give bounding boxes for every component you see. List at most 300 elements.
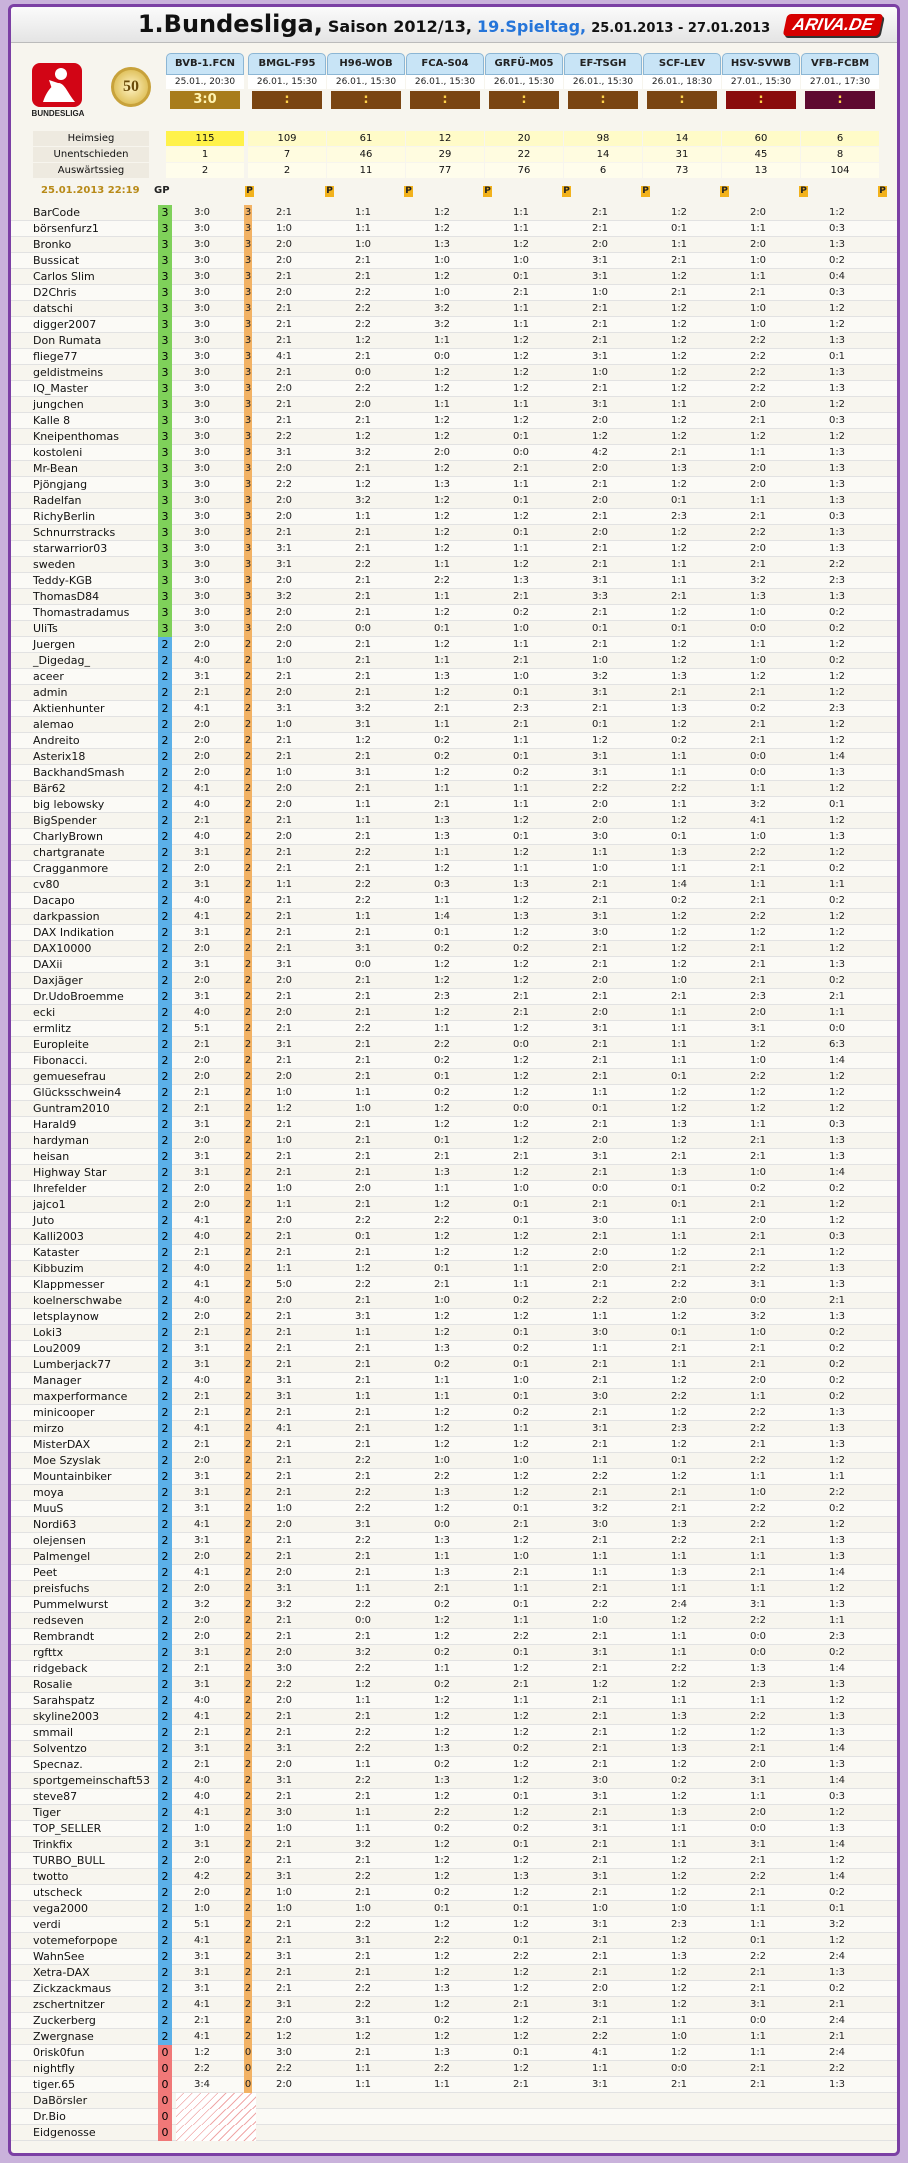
player-row[interactable] [11,1389,897,1405]
player-name[interactable]: IQ_Master [33,382,88,395]
player-row[interactable] [11,477,897,493]
player-name[interactable]: Dacapo [33,894,75,907]
match-code[interactable]: H96-WOB [327,53,405,75]
player-name[interactable]: DaBörsler [33,2094,88,2107]
tip-cell: 2:1 [749,1983,767,1994]
game-points: 0 [158,2125,172,2141]
player-name[interactable]: Sarahspatz [33,1694,95,1707]
player-row[interactable] [11,333,897,349]
tip-cell: 3:0 [193,591,211,602]
tip-cell: 2:0 [749,239,767,250]
player-row[interactable] [11,1053,897,1069]
player-row[interactable] [11,717,897,733]
match-code[interactable]: GRFÜ-M05 [485,53,563,75]
player-row[interactable] [11,269,897,285]
player-name[interactable]: minicooper [33,1406,95,1419]
tip-cell: 3:0 [193,415,211,426]
player-name[interactable]: smmail [33,1726,74,1739]
player-row[interactable] [11,253,897,269]
player-row[interactable] [11,1789,897,1805]
player-name[interactable]: geldistmeins [33,366,104,379]
player-name[interactable]: Zuckerberg [33,2014,96,2027]
player-name[interactable]: Specnaz. [33,1758,83,1771]
player-name[interactable]: kostoleni [33,446,83,459]
player-name[interactable]: Lou2009 [33,1342,81,1355]
player-name[interactable]: zschertnitzer [33,1998,105,2011]
tip-cell: 1:2 [749,671,767,682]
player-name[interactable]: big lebowsky [33,798,105,811]
player-row[interactable] [11,1485,897,1501]
player-name[interactable]: Carlos Slim [33,270,95,283]
player-row[interactable] [11,1805,897,1821]
player-name[interactable]: Mr-Bean [33,462,78,475]
player-row[interactable] [11,1549,897,1565]
tip-cell: 2:1 [354,671,372,682]
player-row[interactable] [11,1117,897,1133]
player-row[interactable] [11,1325,897,1341]
player-row[interactable] [11,397,897,413]
player-row[interactable] [11,605,897,621]
player-row[interactable] [11,845,897,861]
player-name[interactable]: Kalle 8 [33,414,71,427]
player-row[interactable] [11,1453,897,1469]
player-row[interactable] [11,1229,897,1245]
player-name[interactable]: MuuS [33,1502,64,1515]
tip-cell: 0:0 [433,351,451,362]
points-cell: 2 [244,1549,252,1565]
player-name[interactable]: utscheck [33,1886,83,1899]
player-row[interactable] [11,669,897,685]
player-row[interactable] [11,1533,897,1549]
player-row[interactable] [11,493,897,509]
player-name[interactable]: steve87 [33,1790,78,1803]
player-name[interactable]: Juto [33,1214,55,1227]
player-row[interactable] [11,285,897,301]
player-name[interactable]: ermlitz [33,1022,72,1035]
player-row[interactable] [11,989,897,1005]
player-row[interactable] [11,2061,897,2077]
player-row[interactable] [11,1021,897,1037]
player-row[interactable] [11,909,897,925]
game-points: 2 [158,973,172,989]
player-row[interactable] [11,349,897,365]
match-code[interactable]: EF-TSGH [564,53,642,75]
player-name[interactable]: Kataster [33,1246,80,1259]
player-row[interactable] [11,1709,897,1725]
player-row[interactable] [11,1949,897,1965]
player-row[interactable] [11,861,897,877]
player-name[interactable]: DAX10000 [33,942,92,955]
tip-cell: 2:1 [591,1071,609,1082]
tip-cell: 1:2 [354,735,372,746]
player-row[interactable] [11,893,897,909]
player-row[interactable] [11,1661,897,1677]
points-cell: 3 [244,237,252,253]
player-row[interactable] [11,1997,897,2013]
player-row[interactable] [11,1629,897,1645]
player-row[interactable] [11,1693,897,1709]
tip-cell: 2:1 [354,1375,372,1386]
player-name[interactable]: Aktienhunter [33,702,105,715]
player-name[interactable]: sweden [33,558,76,571]
player-name[interactable]: Lumberjack77 [33,1358,112,1371]
tip-cell: 0:1 [828,799,846,810]
player-name[interactable]: Kneipenthomas [33,430,119,443]
match-code[interactable]: FCA-S04 [406,53,484,75]
player-name[interactable]: votemeforpope [33,1934,118,1947]
player-name[interactable]: fliege77 [33,350,78,363]
player-name[interactable]: TURBO_BULL [33,1854,105,1867]
player-name[interactable]: MisterDAX [33,1438,91,1451]
player-row[interactable] [11,1501,897,1517]
matchday-label[interactable]: 19.Spieltag, [477,17,587,36]
player-name[interactable]: 0risk0fun [33,2046,85,2059]
player-row[interactable] [11,1149,897,1165]
tip-cell: 2:2 [354,1919,372,1930]
player-row[interactable] [11,557,897,573]
player-name[interactable]: Klappmesser [33,1278,105,1291]
player-row[interactable] [11,237,897,253]
player-name[interactable]: Bronko [33,238,72,251]
player-name[interactable]: rgfttx [33,1646,64,1659]
player-row[interactable] [11,1069,897,1085]
player-row[interactable] [11,2077,897,2093]
player-name[interactable]: Bär62 [33,782,66,795]
match-code[interactable]: HSV-SVWB [722,53,800,75]
player-row[interactable] [11,2093,897,2109]
player-row[interactable] [11,381,897,397]
player-name[interactable]: Daxjäger [33,974,83,987]
tip-cell: 1:1 [749,223,767,234]
player-name[interactable]: Rosalie [33,1678,73,1691]
player-row[interactable] [11,1773,897,1789]
player-row[interactable] [11,781,897,797]
player-name[interactable]: Juergen [33,638,76,651]
player-row[interactable] [11,1613,897,1629]
player-row[interactable] [11,509,897,525]
player-name[interactable]: Ihrefelder [33,1182,87,1195]
player-name[interactable]: Manager [33,1374,82,1387]
player-row[interactable] [11,1981,897,1997]
player-row[interactable] [11,957,897,973]
player-name[interactable]: jungchen [33,398,84,411]
player-name[interactable]: koelnerschwabe [33,1294,123,1307]
player-name[interactable]: BarCode [33,206,80,219]
player-name[interactable]: Pjöngjang [33,478,88,491]
ariva-logo[interactable]: ARIVA.DE [783,14,884,36]
player-name[interactable]: Nordi63 [33,1518,77,1531]
player-row[interactable] [11,317,897,333]
tip-cell: 1:3 [670,463,688,474]
points-cell: 2 [244,877,252,893]
player-name[interactable]: Asterix18 [33,750,86,763]
player-row[interactable] [11,1277,897,1293]
player-row[interactable] [11,1965,897,1981]
game-points: 3 [158,349,172,365]
player-row[interactable] [11,573,897,589]
player-row[interactable] [11,1853,897,1869]
player-name[interactable]: BackhandSmash [33,766,125,779]
player-name[interactable]: Kibbuzim [33,1262,84,1275]
player-name[interactable]: börsenfurz1 [33,222,99,235]
player-name[interactable]: datschi [33,302,73,315]
match-result: : [805,91,875,109]
player-row[interactable] [11,941,897,957]
match-code[interactable]: BMGL-F95 [248,53,326,75]
player-row[interactable] [11,1469,897,1485]
points-cell: 2 [244,1149,252,1165]
player-row[interactable] [11,701,897,717]
player-row[interactable] [11,1581,897,1597]
player-row[interactable] [11,589,897,605]
player-name[interactable]: chartgranate [33,846,105,859]
player-name[interactable]: ThomasD84 [33,590,100,603]
player-row[interactable] [11,1741,897,1757]
player-name[interactable]: Mountainbiker [33,1470,112,1483]
tip-cell: 1:2 [670,959,688,970]
player-name[interactable]: WahnSee [33,1950,85,1963]
player-row[interactable] [11,765,897,781]
player-row[interactable] [11,1437,897,1453]
player-name[interactable]: Solventzo [33,1742,87,1755]
player-row[interactable] [11,1341,897,1357]
player-name[interactable]: aceer [33,670,64,683]
player-row[interactable] [11,1197,897,1213]
player-row[interactable] [11,749,897,765]
player-row[interactable] [11,525,897,541]
match-code[interactable]: SCF-LEV [643,53,721,75]
player-row[interactable] [11,2013,897,2029]
player-row[interactable] [11,637,897,653]
player-name[interactable]: DAX Indikation [33,926,115,939]
match-code[interactable]: BVB-1.FCN [166,53,244,75]
player-row[interactable] [11,541,897,557]
match-date: 26.01., 15:30 [485,75,563,89]
player-name[interactable]: sportgemeinschaft53 [33,1774,151,1787]
player-row[interactable] [11,1293,897,1309]
player-name[interactable]: admin [33,686,68,699]
points-cell: 2 [244,1197,252,1213]
player-row[interactable] [11,1933,897,1949]
player-row[interactable] [11,1885,897,1901]
player-row[interactable] [11,429,897,445]
player-row[interactable] [11,1309,897,1325]
player-name[interactable]: Rembrandt [33,1630,95,1643]
player-row[interactable] [11,461,897,477]
player-name[interactable]: Harald9 [33,1118,77,1131]
game-points: 2 [158,1101,172,1117]
player-name[interactable]: cv80 [33,878,60,891]
player-row[interactable] [11,1421,897,1437]
player-name[interactable]: Europleite [33,1038,89,1051]
points-header: P [642,186,649,196]
player-row[interactable] [11,621,897,637]
player-row[interactable] [11,685,897,701]
player-row[interactable] [11,1213,897,1229]
tip-cell: 2:1 [749,1535,767,1546]
player-row[interactable] [11,1165,897,1181]
player-row[interactable] [11,1645,897,1661]
player-name[interactable]: mirzo [33,1422,64,1435]
tip-cell: 1:3 [670,1951,688,1962]
player-name[interactable]: digger2007 [33,318,97,331]
player-name[interactable]: ridgeback [33,1662,88,1675]
player-name[interactable]: D2Chris [33,286,77,299]
player-name[interactable]: Zickzackmaus [33,1982,112,1995]
player-row[interactable] [11,1405,897,1421]
player-row[interactable] [11,2109,897,2125]
player-name[interactable]: heisan [33,1150,70,1163]
player-name[interactable]: Highway Star [33,1166,107,1179]
player-name[interactable]: Moe Szyslak [33,1454,101,1467]
player-name[interactable]: Bussicat [33,254,80,267]
player-name[interactable]: Cragganmore [33,862,109,875]
points-cell: 2 [244,1165,252,1181]
player-name[interactable]: verdi [33,1918,61,1931]
tip-cell: 0:2 [828,1887,846,1898]
player-name[interactable]: UliTs [33,622,58,635]
player-row[interactable] [11,445,897,461]
player-name[interactable]: twotto [33,1870,69,1883]
player-name[interactable]: letsplaynow [33,1310,99,1323]
player-row[interactable] [11,829,897,845]
player-name[interactable]: Radelfan [33,494,82,507]
tip-cell: 0:0 [749,1295,767,1306]
player-row[interactable] [11,733,897,749]
player-name[interactable]: Schnurrstracks [33,526,116,539]
player-row[interactable] [11,1133,897,1149]
player-row[interactable] [11,1037,897,1053]
player-name[interactable]: Guntram2010 [33,1102,110,1115]
player-name[interactable]: Teddy-KGB [33,574,93,587]
player-row[interactable] [11,1597,897,1613]
player-name[interactable]: Eidgenosse [33,2126,96,2139]
player-row[interactable] [11,813,897,829]
player-row[interactable] [11,1821,897,1837]
player-row[interactable] [11,1757,897,1773]
player-row[interactable] [11,301,897,317]
player-name[interactable]: Don Rumata [33,334,102,347]
player-row[interactable] [11,1837,897,1853]
player-name[interactable]: tiger.65 [33,2078,76,2091]
player-row[interactable] [11,1373,897,1389]
match-column [406,53,484,109]
player-row[interactable] [11,653,897,669]
player-name[interactable]: Loki3 [33,1326,63,1339]
player-name[interactable]: _Digedag_ [33,654,90,667]
player-name[interactable]: Dr.Bio [33,2110,66,2123]
player-name[interactable]: Fibonacci. [33,1054,88,1067]
player-name[interactable]: CharlyBrown [33,830,104,843]
player-row[interactable] [11,2125,897,2141]
player-row[interactable] [11,1517,897,1533]
player-name[interactable]: Tiger [33,1806,61,1819]
player-row[interactable] [11,221,897,237]
tip-cell: 2:1 [354,1247,372,1258]
player-row[interactable] [11,205,897,221]
player-row[interactable] [11,2029,897,2045]
points-header: P [326,186,333,196]
tip-cell: 4:1 [193,911,211,922]
player-row[interactable] [11,877,897,893]
game-points: 2 [158,781,172,797]
player-name[interactable]: vega2000 [33,1902,88,1915]
player-row[interactable] [11,365,897,381]
player-name[interactable]: nightfly [33,2062,75,2075]
points-cell: 2 [244,2029,252,2045]
player-name[interactable]: alemao [33,718,74,731]
player-name[interactable]: RichyBerlin [33,510,96,523]
player-name[interactable]: Xetra-DAX [33,1966,90,1979]
player-row[interactable] [11,1677,897,1693]
player-row[interactable] [11,1181,897,1197]
player-name[interactable]: hardyman [33,1134,89,1147]
player-name[interactable]: Palmengel [33,1550,91,1563]
player-name[interactable]: starwarrior03 [33,542,108,555]
player-name[interactable]: olejensen [33,1534,86,1547]
player-name[interactable]: maxperformance [33,1390,128,1403]
match-code[interactable]: VFB-FCBM [801,53,879,75]
player-name[interactable]: Dr.UdoBroemme [33,990,124,1003]
player-name[interactable]: Pummelwurst [33,1598,109,1611]
tip-cell: 2:2 [749,335,767,346]
player-row[interactable] [11,1101,897,1117]
player-name[interactable]: moya [33,1486,64,1499]
player-row[interactable] [11,1725,897,1741]
player-row[interactable] [11,1917,897,1933]
player-name[interactable]: Thomastradamus [33,606,130,619]
player-row[interactable] [11,413,897,429]
player-row[interactable] [11,973,897,989]
player-name[interactable]: redseven [33,1614,84,1627]
tip-cell: 2:2 [433,1935,451,1946]
player-name[interactable]: TOP_SELLER [33,1822,102,1835]
points-cell: 2 [244,1773,252,1789]
player-row[interactable] [11,1565,897,1581]
player-name[interactable]: Andreito [33,734,80,747]
player-name[interactable]: BigSpender [33,814,97,827]
player-name[interactable]: gemuesefrau [33,1070,106,1083]
tip-cell: 2:1 [193,1327,211,1338]
player-name[interactable]: Kalli2003 [33,1230,84,1243]
tip-cell: 2:2 [354,1487,372,1498]
player-row[interactable] [11,1085,897,1101]
player-name[interactable]: Peet [33,1566,58,1579]
tip-cell: 1:2 [512,927,530,938]
player-name[interactable]: jajco1 [33,1198,66,1211]
player-row[interactable] [11,1357,897,1373]
tip-cell: 1:2 [828,303,846,314]
player-row[interactable] [11,1261,897,1277]
player-name[interactable]: DAXii [33,958,63,971]
player-row[interactable] [11,1005,897,1021]
player-name[interactable]: Zwergnase [33,2030,94,2043]
game-points: 2 [158,957,172,973]
player-row[interactable] [11,1901,897,1917]
tip-cell: 1:3 [828,959,846,970]
player-row[interactable] [11,1869,897,1885]
player-name[interactable]: skyline2003 [33,1710,100,1723]
player-row[interactable] [11,797,897,813]
player-row[interactable] [11,1245,897,1261]
player-name[interactable]: darkpassion [33,910,100,923]
player-name[interactable]: preisfuchs [33,1582,90,1595]
player-name[interactable]: Trinkfix [33,1838,73,1851]
player-row[interactable] [11,925,897,941]
player-name[interactable]: ecki [33,1006,56,1019]
player-row[interactable] [11,2045,897,2061]
player-name[interactable]: Glücksschwein4 [33,1086,122,1099]
